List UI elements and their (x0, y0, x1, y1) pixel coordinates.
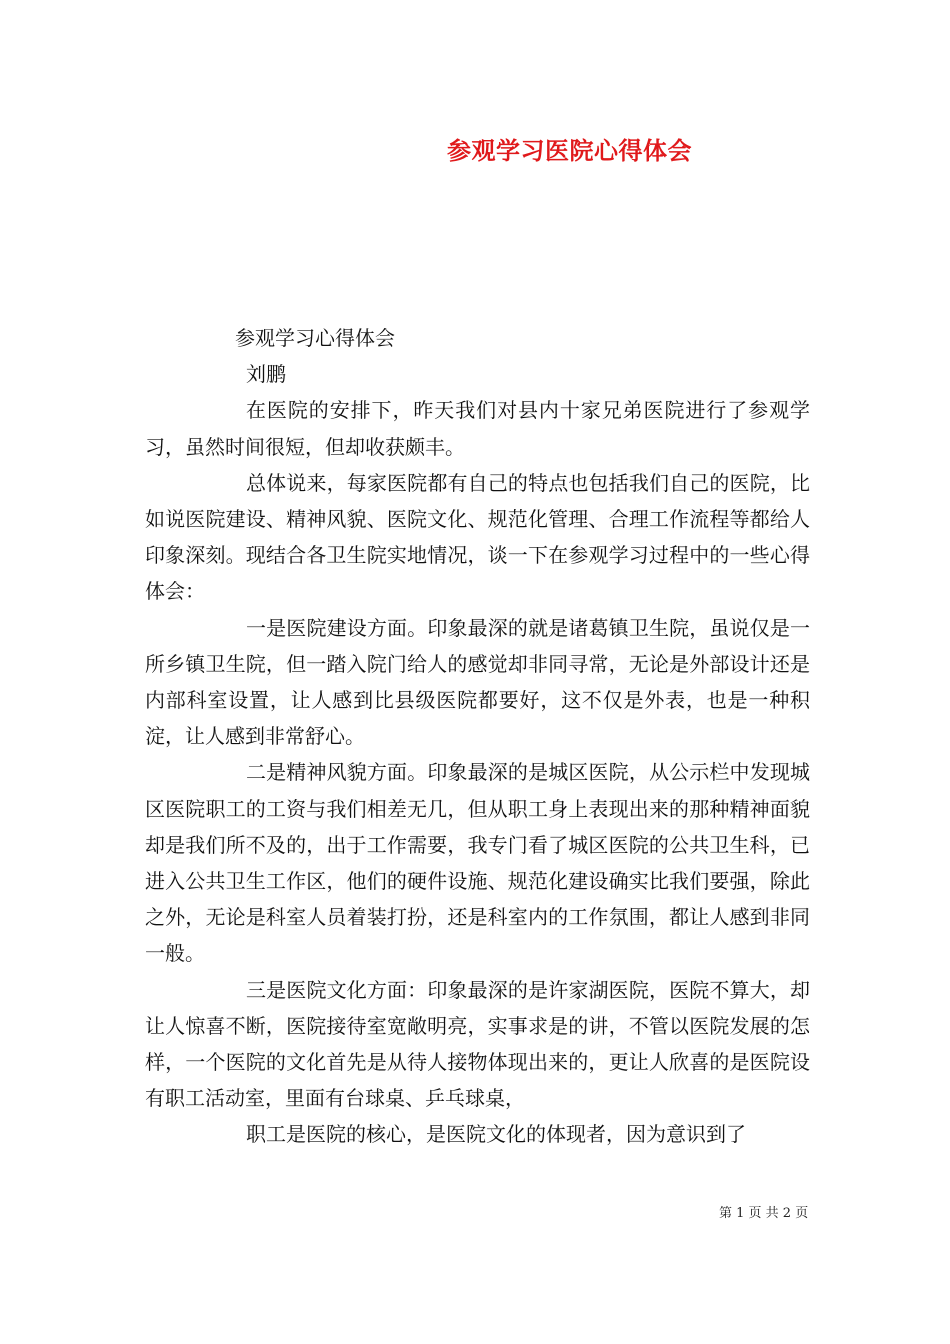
paragraph-3: 一是医院建设方面。印象最深的就是诸葛镇卫生院，虽说仅是一所乡镇卫生院，但一踏入院门给人的感觉却非同寻常，无论是外部设计还是内部科室设置，让人感到比县级医院都要好，这不仅是外表，也是一种积淀，让人感到非常舒心。 (145, 615, 810, 749)
paragraph-6: 职工是医院的核心，是医院文化的体现者，因为意识到了 (246, 1122, 746, 1147)
document-subtitle: 参观学习心得体会 (235, 326, 395, 350)
paragraph-1: 在医院的安排下，昨天我们对县内十家兄弟医院进行了参观学习，虽然时间很短，但却收获颇丰。 (145, 398, 810, 459)
page-number-footer: 第 1 页 共 2 页 (719, 1206, 809, 1221)
document-title: 参观学习医院心得体会 (447, 136, 692, 165)
document-author: 刘鹏 (246, 362, 286, 387)
paragraph-2: 总体说来，每家医院都有自己的特点也包括我们自己的医院，比如说医院建设、精神风貌、医院文化、规范化管理、合理工作流程等都给人印象深刻。现结合各卫生院实地情况，谈一下在参观学习过程中的一些心得体会： (145, 470, 810, 604)
document-body (145, 320, 810, 1153)
paragraph-5: 三是医院文化方面：印象最深的是许家湖医院，医院不算大，却让人惊喜不断，医院接待室宽敞明亮，实事求是的讲，不管以医院发展的怎样，一个医院的文化首先是从待人接物体现出来的，更让人欣喜的是医院设有职工活动室，里面有台球桌、乒乓球桌， (145, 977, 810, 1111)
paragraph-4: 二是精神风貌方面。印象最深的是城区医院，从公示栏中发现城区医院职工的工资与我们相差无几，但从职工身上表现出来的那种精神面貌却是我们所不及的，出于工作需要，我专门看了城区医院的公共卫生科，已进入公共卫生工作区，他们的硬件设施、规范化建设确实比我们要强，除此之外，无论是科室人员着装打扮，还是科室内的工作氛围，都让人感到非同一般。 (145, 760, 810, 966)
